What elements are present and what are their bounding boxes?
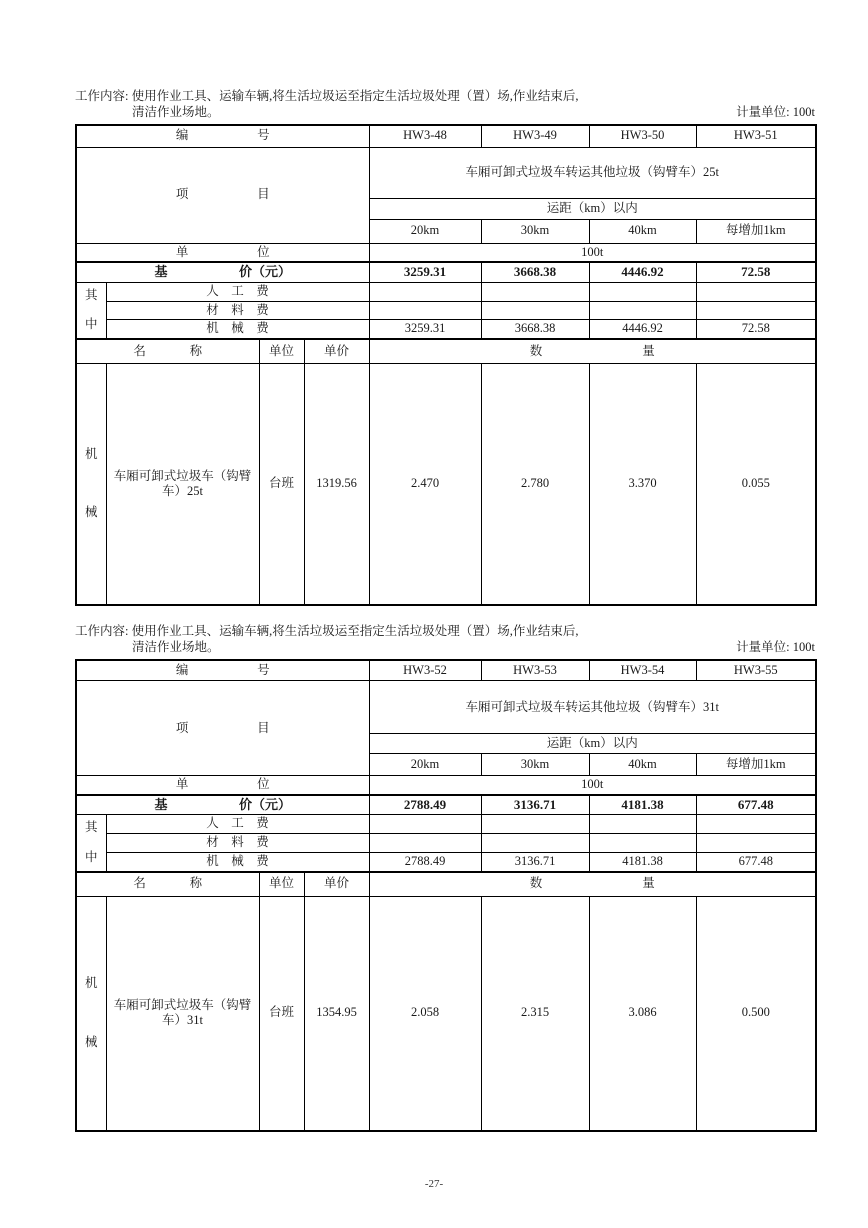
machine-fee-row [76,320,816,339]
work-content-line1 [75,88,815,104]
machine-unit-price-cell: 1354.95 [304,897,369,1131]
machine-fee-row [76,852,816,871]
quantity-cell: 2.780 [481,364,589,605]
detail-header-row [76,872,816,897]
measure-unit [736,104,815,120]
labor-cost-cell [369,282,481,301]
labor-cost-cell [481,282,589,301]
labor-fee-row [76,815,816,834]
material-cost-cell [696,301,816,320]
labor-cost-cell [369,815,481,834]
base-price-cell: 3668.38 [481,262,589,282]
code-cell: HW3-48 [369,125,481,147]
unit-price-col-header: 单价 [304,339,369,364]
work-content-block [75,623,815,655]
machine-unit-cell: 台班 [259,364,304,605]
measure-unit-value: 100t [792,105,815,119]
machine-cost-cell: 4446.92 [589,320,696,339]
machine-detail-row [76,897,816,1131]
work-content-line1 [75,623,815,639]
distance-col-cell: 30km [481,219,589,243]
base-price-cell: 677.48 [696,795,816,815]
material-fee-row [76,834,816,853]
machine-fee-label: 机 械 费 [106,852,369,871]
quota-section-31t [75,623,815,1132]
work-content-text: 使用作业工具、运输车辆,将生活垃圾运至指定生活垃圾处理（置）场,作业结束后, [131,89,579,103]
unit-label-cell: 单 位 [76,776,369,795]
machine-cost-cell: 3136.71 [481,852,589,871]
quantity-cell: 3.086 [589,897,696,1131]
material-cost-cell [696,834,816,853]
code-label-cell: 编 号 [76,125,369,147]
quantity-cell: 0.500 [696,897,816,1131]
unit-col-header: 单位 [259,339,304,364]
distance-col-cell: 每增加1km [696,219,816,243]
unit-label: 单 [175,777,189,792]
labor-cost-cell [481,815,589,834]
work-content-block [75,88,815,120]
material-cost-cell [589,301,696,320]
quantity-header: 数 [529,876,543,891]
code-cell: HW3-52 [369,660,481,681]
base-price-cell: 2788.49 [369,795,481,815]
code-cell: HW3-51 [696,125,816,147]
base-price-label-cell: 基 价（元） [76,795,369,815]
quota-table-31t [75,659,817,1132]
machine-fee-label: 机 械 费 [106,320,369,339]
quantity-header-cell: 数 量 [369,872,816,897]
machine-cost-cell: 72.58 [696,320,816,339]
material-fee-label: 材 料 费 [106,301,369,320]
among-label: 其 [84,287,98,302]
code-label-cell: 编 号 [76,660,369,681]
quantity-cell: 3.370 [589,364,696,605]
labor-fee-label: 人 工 费 [106,282,369,301]
work-content-text2: 清洁作业场地。 [132,639,220,654]
material-fee-row [76,301,816,320]
project-row [76,681,816,734]
code-cell: HW3-53 [481,660,589,681]
project-label: 项 [175,187,189,202]
machine-unit-price-cell: 1319.56 [304,364,369,605]
code-label: 编 [175,662,189,677]
quantity-cell: 0.055 [696,364,816,605]
project-label-cell: 项 目 [76,681,369,776]
code-cell: HW3-50 [589,125,696,147]
machinery-tag-cell: 机 械 [76,897,106,1131]
unit-row [76,243,816,262]
unit-col-header: 单位 [259,872,304,897]
machine-detail-row [76,364,816,605]
code-row [76,125,816,147]
base-price-row [76,262,816,282]
base-price-cell: 4181.38 [589,795,696,815]
base-price-label-cell: 基 价（元） [76,262,369,282]
distance-col-cell: 20km [369,219,481,243]
machine-name-cell: 车厢可卸式垃圾车（钩臂车）25t [106,364,259,605]
page-number: -27- [424,1178,444,1190]
machinery-label: 机 [84,976,98,991]
quantity-header-cell: 数 量 [369,339,816,364]
distance-header-cell: 运距（km）以内 [369,198,816,219]
base-price-cell: 72.58 [696,262,816,282]
measure-unit-value: 100t [792,639,815,654]
base-price-row [76,795,816,815]
machine-cost-cell: 4181.38 [589,852,696,871]
unit-label-cell: 单 位 [76,243,369,262]
work-content-label: 工作内容: [75,623,132,638]
measure-unit-label: 计量单位: [736,639,793,654]
project-label-cell: 项 目 [76,147,369,243]
project-label: 项 [175,720,189,735]
machine-cost-cell: 677.48 [696,852,816,871]
measure-unit [736,639,815,655]
material-cost-cell [481,834,589,853]
base-price-label: 基 [154,264,168,280]
project-row [76,147,816,198]
among-tag-cell: 其 中 [76,282,106,339]
base-price-cell: 4446.92 [589,262,696,282]
quota-section-25t [75,88,815,606]
labor-fee-row [76,282,816,301]
code-cell: HW3-54 [589,660,696,681]
quantity-header: 数 [529,343,543,358]
machine-unit-cell: 台班 [259,897,304,1131]
name-header-cell: 名 称 [76,872,259,897]
machinery-tag-cell: 机 械 [76,364,106,605]
distance-col-cell: 40km [589,219,696,243]
code-label: 编 [175,128,189,143]
code-row [76,660,816,681]
machine-cost-cell: 3259.31 [369,320,481,339]
work-content-text2: 清洁作业场地。 [132,105,220,119]
material-cost-cell [369,301,481,320]
unit-value-cell: 100t [369,776,816,795]
code-cell: HW3-49 [481,125,589,147]
work-content-line2 [75,104,815,120]
distance-col-cell: 每增加1km [696,754,816,776]
quantity-cell: 2.470 [369,364,481,605]
measure-unit-label: 计量单位: [736,105,793,119]
machinery-label: 机 [84,447,98,462]
distance-col-cell: 20km [369,754,481,776]
project-name-cell: 车厢可卸式垃圾车转运其他垃圾（钩臂车）25t [369,147,816,198]
machine-cost-cell: 3668.38 [481,320,589,339]
base-price-cell: 3136.71 [481,795,589,815]
unit-price-col-header: 单价 [304,872,369,897]
unit-value-cell: 100t [369,243,816,262]
quantity-cell: 2.058 [369,897,481,1131]
material-cost-cell [589,834,696,853]
work-content-label: 工作内容: [75,89,132,103]
base-price-label: 基 [154,797,168,812]
labor-cost-cell [589,815,696,834]
code-cell: HW3-55 [696,660,816,681]
distance-col-cell: 30km [481,754,589,776]
quantity-cell: 2.315 [481,897,589,1131]
unit-label: 单 [175,244,189,259]
machine-name-cell: 车厢可卸式垃圾车（钩臂车）31t [106,897,259,1131]
labor-cost-cell [589,282,696,301]
material-cost-cell [481,301,589,320]
labor-cost-cell [696,282,816,301]
quota-table-25t [75,124,817,606]
name-header: 名 [133,876,146,891]
work-content-line2 [75,639,815,655]
distance-header-cell: 运距（km）以内 [369,734,816,754]
project-name-cell: 车厢可卸式垃圾车转运其他垃圾（钩臂车）31t [369,681,816,734]
work-content-text: 使用作业工具、运输车辆,将生活垃圾运至指定生活垃圾处理（置）场,作业结束后, [131,623,579,638]
labor-fee-label: 人 工 费 [106,815,369,834]
unit-row [76,776,816,795]
detail-header-row [76,339,816,364]
material-fee-label: 材 料 费 [106,834,369,853]
among-tag-cell: 其 中 [76,815,106,872]
name-header-cell: 名 称 [76,339,259,364]
machine-cost-cell: 2788.49 [369,852,481,871]
labor-cost-cell [696,815,816,834]
material-cost-cell [369,834,481,853]
distance-col-cell: 40km [589,754,696,776]
base-price-cell: 3259.31 [369,262,481,282]
among-label: 其 [84,820,98,835]
name-header: 名 [133,343,146,358]
